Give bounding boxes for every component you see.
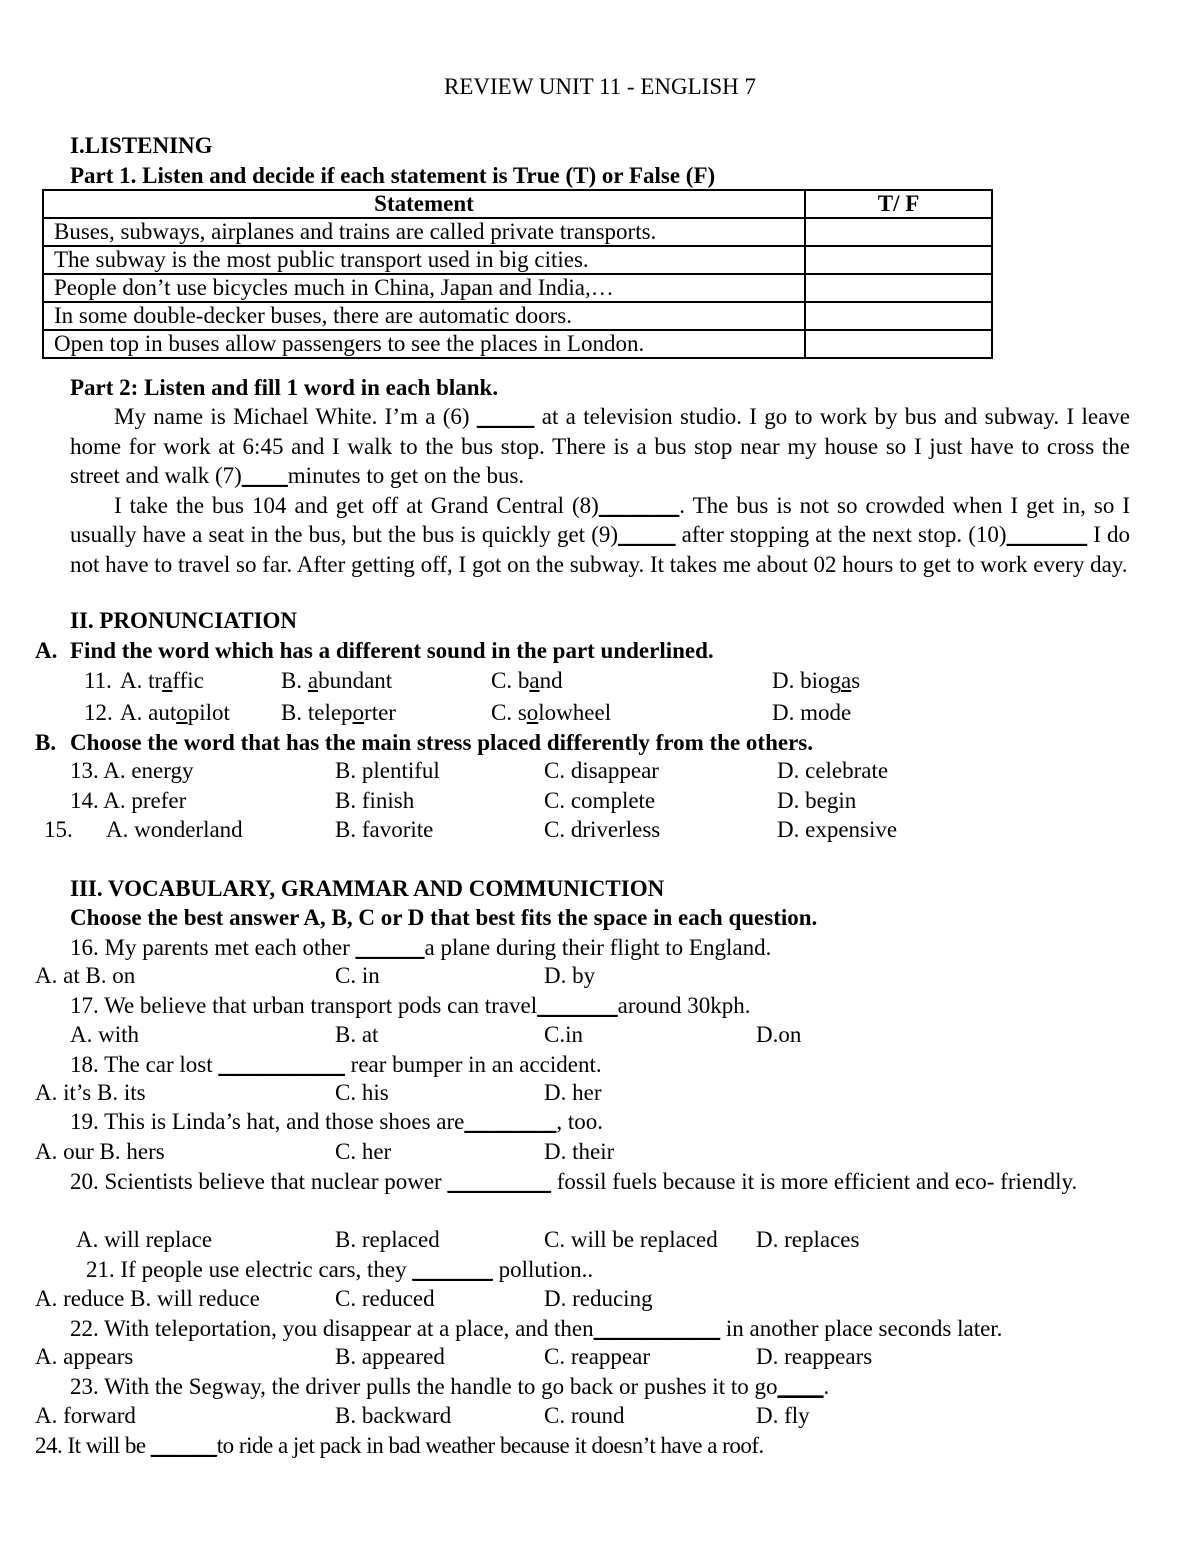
question-12-option-a[interactable]	[120, 698, 230, 728]
question-text: fossil fuels because it is more efficient and eco-	[550, 1169, 995, 1194]
blank-9[interactable]: _____	[618, 522, 676, 547]
question-22-option-d[interactable]: D. reappears	[756, 1344, 873, 1369]
question-15-option-a[interactable]: A. wonderland	[106, 817, 243, 842]
question-17-option-d[interactable]: D.on	[756, 1022, 802, 1047]
question-text: around 30kph.	[617, 993, 751, 1018]
part-a-instruction: Find the word which has a different sound in the part underlined.	[70, 638, 714, 663]
question-16-option-d[interactable]: D. by	[544, 963, 596, 988]
question-23-option-b[interactable]: B. backward	[335, 1403, 452, 1428]
answer-blank[interactable]: ________	[464, 1109, 557, 1134]
blank-6[interactable]: _____	[476, 404, 535, 429]
question-text: pollution..	[492, 1257, 594, 1282]
answer-cell[interactable]	[805, 330, 992, 358]
option-text: rter	[364, 700, 396, 725]
answer-cell[interactable]	[805, 274, 992, 302]
statement-cell: Open top in buses allow passengers to see the places in London.	[43, 330, 805, 358]
question-text: rear bumper in an accident.	[344, 1052, 602, 1077]
question-11-option-c[interactable]	[491, 666, 563, 696]
passage-text: after stopping at the next stop. (10)	[675, 522, 1007, 547]
blank-8[interactable]: _______	[598, 492, 680, 518]
question-text: .	[823, 1374, 830, 1399]
underlined-letter: a	[529, 668, 540, 693]
passage-paragraph-1	[70, 402, 1130, 491]
underlined-letter: a	[307, 668, 319, 693]
blank-7[interactable]: ____	[241, 463, 288, 488]
question-12-option-c[interactable]	[491, 698, 611, 728]
statement-header: Statement	[43, 190, 805, 218]
blank-10[interactable]: _______	[1006, 522, 1088, 547]
question-11-number: 11.	[84, 668, 112, 693]
question-text: to ride a jet pack in bad weather because it doesn’t have a roof.	[216, 1433, 764, 1458]
question-16	[70, 933, 771, 963]
question-text: 16. My parents met each other	[70, 935, 356, 960]
question-19-option-c[interactable]: C. her	[335, 1139, 392, 1164]
answer-blank[interactable]: ______	[150, 1433, 217, 1458]
question-20-option-b[interactable]: B. replaced	[335, 1227, 440, 1252]
question-text: 18. The car lost	[70, 1052, 219, 1077]
question-18-option-d[interactable]: D. her	[544, 1080, 602, 1105]
underlined-letter: a	[162, 668, 173, 693]
option-text: D. biog	[772, 668, 841, 693]
table-row	[43, 302, 992, 330]
true-false-table	[42, 189, 993, 359]
option-text: s	[851, 668, 861, 693]
answer-blank[interactable]: _________	[447, 1169, 551, 1194]
question-11-option-b[interactable]	[281, 666, 392, 696]
question-13-option-a[interactable]: 13. A. energy	[70, 758, 194, 783]
question-14-option-c[interactable]: C. complete	[544, 788, 656, 813]
listening-heading: I.LISTENING	[70, 133, 213, 158]
answer-blank[interactable]: ____	[777, 1374, 824, 1399]
part-b-instruction: Choose the word that has the main stress placed differently from the others.	[70, 730, 813, 755]
answer-blank[interactable]: ___________	[218, 1052, 345, 1077]
question-20	[70, 1167, 1130, 1197]
option-text: C. s	[491, 700, 527, 725]
question-23	[70, 1372, 829, 1402]
table-row	[43, 330, 992, 358]
statement-cell: Buses, subways, airplanes and trains are called private transports.	[43, 218, 805, 246]
table-header-row	[43, 190, 992, 218]
question-17-option-a[interactable]: A. with	[70, 1022, 139, 1047]
answer-blank[interactable]: ______	[355, 935, 425, 960]
question-text: 21. If people use electric cars, they	[86, 1257, 413, 1282]
question-15-option-b[interactable]: B. favorite	[335, 817, 434, 842]
underlined-letter: o	[526, 700, 539, 725]
table-row	[43, 246, 992, 274]
question-21	[86, 1255, 593, 1285]
option-text: pilot	[187, 700, 230, 725]
question-16-option-ab[interactable]: A. at B. on	[35, 963, 136, 988]
question-19	[70, 1107, 603, 1137]
question-18	[70, 1050, 602, 1080]
question-20-option-a[interactable]: A. will replace	[76, 1227, 213, 1252]
question-text: 19. This is Linda’s hat, and those shoes are	[70, 1109, 465, 1134]
answer-blank[interactable]: ___________	[593, 1316, 721, 1341]
statement-cell: The subway is the most public transport used in big cities.	[43, 246, 805, 274]
part-a-label: A.	[35, 638, 58, 663]
question-18-option-ab[interactable]: A. it’s B. its	[35, 1080, 146, 1105]
question-15-option-c[interactable]: C. driverless	[544, 817, 661, 842]
answer-blank[interactable]: _______	[412, 1257, 493, 1282]
option-text: bundant	[318, 668, 393, 693]
option-text: nd	[539, 668, 563, 693]
question-22	[70, 1314, 1002, 1344]
option-text: C. b	[491, 668, 530, 693]
question-text: 22. With teleportation, you disappear at a place, and then	[70, 1316, 594, 1341]
option-text: lowheel	[538, 700, 612, 725]
question-23-option-a[interactable]: A. forward	[35, 1403, 136, 1428]
question-17	[70, 991, 751, 1021]
question-13-option-c[interactable]: C. disappear	[544, 758, 659, 783]
question-text: 24. It will be	[35, 1433, 151, 1458]
statement-cell: People don’t use bicycles much in China, Japan and India,…	[43, 274, 805, 302]
question-14-option-d[interactable]: D. begin	[777, 788, 857, 813]
question-text: 20. Scientists believe that nuclear power	[70, 1169, 448, 1194]
passage-text: minutes to get on the bus.	[287, 463, 525, 488]
question-21-option-c[interactable]: C. reduced	[335, 1286, 435, 1311]
document-title: REVIEW UNIT 11 - ENGLISH 7	[444, 74, 756, 99]
option-text: B.	[281, 668, 308, 693]
passage-text: . The bus is not so crowded when I get in, so I usually have a seat in the bus, but the bus is quickly get (9)	[70, 492, 1130, 547]
option-text: A. tr	[120, 668, 163, 693]
question-22-option-b[interactable]: B. appeared	[335, 1344, 445, 1369]
question-15-number: 15.	[44, 817, 73, 842]
passage-paragraph-2	[70, 491, 1130, 580]
question-17-option-c[interactable]: C.in	[544, 1022, 583, 1047]
passage-text: My name is Michael White. I’m a (6)	[114, 404, 477, 429]
question-16-option-c[interactable]: C. in	[335, 963, 380, 988]
statement-cell: In some double-decker buses, there are automatic doors.	[43, 302, 805, 330]
question-21-option-ab[interactable]: A. reduce B. will reduce	[35, 1286, 260, 1311]
part1-instruction: Part 1. Listen and decide if each statement is True (T) or False (F)	[70, 163, 716, 188]
part2-instruction: Part 2: Listen and fill 1 word in each blank.	[70, 375, 499, 400]
question-20-option-c[interactable]: C. will be replaced	[544, 1227, 718, 1252]
question-21-option-d[interactable]: D. reducing	[544, 1286, 653, 1311]
underlined-letter: a	[841, 668, 852, 693]
question-23-option-d[interactable]: D. fly	[756, 1403, 810, 1428]
question-text: friendly.	[1000, 1169, 1078, 1194]
part-b-label: B.	[35, 730, 57, 755]
question-14-option-b[interactable]: B. finish	[335, 788, 415, 813]
answer-cell[interactable]	[805, 218, 992, 246]
question-20-option-d[interactable]: D. replaces	[756, 1227, 860, 1252]
table-row	[43, 274, 992, 302]
underlined-letter: o	[352, 700, 365, 725]
question-23-option-c[interactable]: C. round	[544, 1403, 625, 1428]
option-text: ffic	[172, 668, 204, 693]
vocabulary-heading: III. VOCABULARY, GRAMMAR AND COMMUNICTION	[70, 876, 665, 901]
question-12-option-b[interactable]	[281, 698, 396, 728]
passage-text: I do not have to travel so far. After getting off, I got on the subway. It takes me about 02 hours to get to work every day.	[70, 522, 1131, 577]
underlined-letter: o	[176, 700, 188, 725]
question-17-option-b[interactable]: B. at	[335, 1022, 379, 1047]
pronunciation-heading: II. PRONUNCIATION	[70, 608, 298, 633]
question-text: in another place seconds later.	[720, 1316, 1003, 1341]
vocabulary-instruction: Choose the best answer A, B, C or D that best fits the space in each question.	[70, 905, 818, 930]
answer-cell[interactable]	[805, 302, 992, 330]
question-text: 17. We believe that urban transport pods can travel	[70, 993, 538, 1018]
answer-blank[interactable]: _______	[537, 993, 618, 1018]
question-12-option-d[interactable]: D. mode	[772, 700, 852, 725]
tf-header: T/ F	[805, 190, 992, 218]
question-text: 23. With the Segway, the driver pulls the handle to go back or pushes it to go	[70, 1374, 778, 1399]
question-19-option-ab[interactable]: A. our B. hers	[35, 1139, 165, 1164]
passage-text: I take the bus 104 and get off at Grand Central (8)	[114, 492, 599, 518]
question-12-number: 12.	[84, 700, 113, 725]
question-11-option-a[interactable]	[120, 666, 204, 696]
listening-passage	[70, 402, 1130, 579]
question-18-option-c[interactable]: C. his	[335, 1080, 389, 1105]
question-11-option-d[interactable]	[772, 666, 860, 696]
question-13-option-b[interactable]: B. plentiful	[335, 758, 440, 783]
question-22-option-c[interactable]: C. reappear	[544, 1344, 650, 1369]
option-text: B. telep	[281, 700, 353, 725]
question-19-option-d[interactable]: D. their	[544, 1139, 615, 1164]
question-text: a plane during their flight to England.	[424, 935, 772, 960]
question-15-option-d[interactable]: D. expensive	[777, 817, 898, 842]
answer-cell[interactable]	[805, 246, 992, 274]
question-22-option-a[interactable]: A. appears	[35, 1344, 134, 1369]
question-13-option-d[interactable]: D. celebrate	[777, 758, 889, 783]
question-text: , too.	[556, 1109, 603, 1134]
table-row	[43, 218, 992, 246]
option-text: A. aut	[120, 700, 177, 725]
passage-text: at a television studio. I go to work by bus and subway. I leave home for work at 6:45 and I walk to the bus stop. There is a bus stop near my house so I just have to cross the street and walk (7)	[70, 404, 1130, 488]
question-24	[35, 1431, 764, 1461]
question-14-option-a[interactable]: 14. A. prefer	[70, 788, 187, 813]
